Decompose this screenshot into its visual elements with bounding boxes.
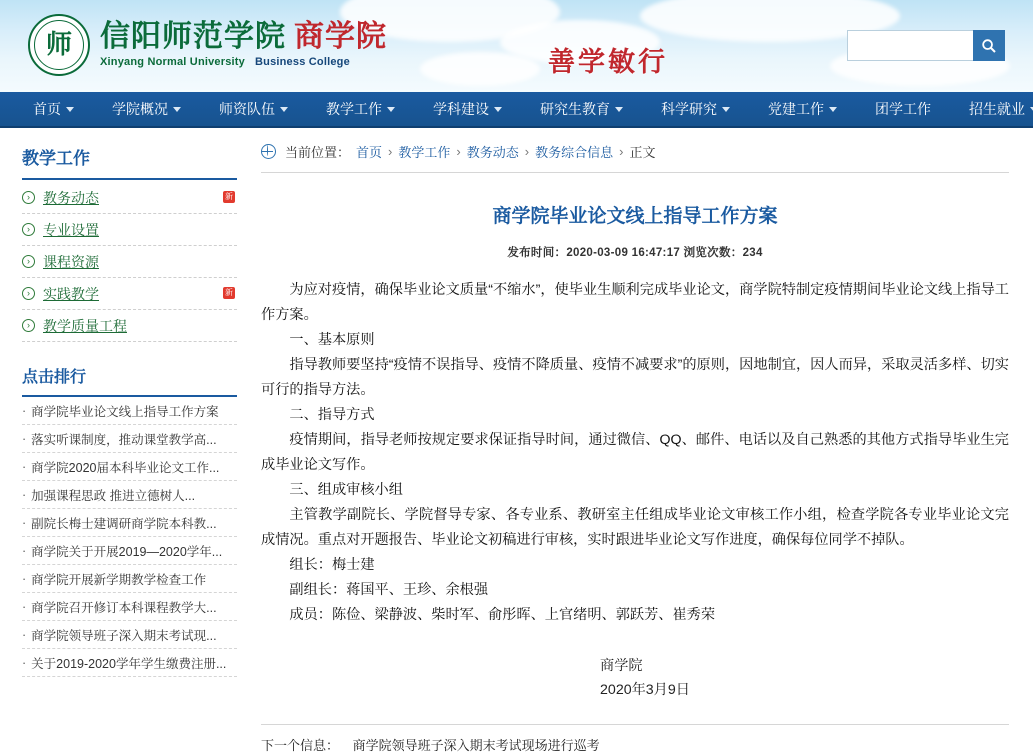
breadcrumb-prefix: 当前位置：	[285, 145, 351, 160]
list-item[interactable]	[22, 649, 237, 677]
nav-label: 团学工作	[875, 101, 931, 117]
globe-icon	[261, 144, 276, 159]
nav-label: 科学研究	[661, 101, 717, 117]
nav-label: 党建工作	[768, 101, 824, 117]
site-title-block	[100, 22, 387, 68]
bullet-icon: ·	[22, 655, 27, 670]
main-navigation	[0, 92, 1033, 128]
breadcrumb-link-0[interactable]: 首页	[356, 145, 383, 160]
article-paragraph: 组长：梅士建	[289, 557, 375, 573]
site-banner	[0, 0, 1033, 92]
breadcrumb-link-2[interactable]: 教务动态	[466, 145, 519, 160]
college-name-cn: 商学院	[294, 20, 387, 53]
sidebar-item-label: 教学质量工程	[43, 317, 127, 334]
chevron-right-icon: ›	[22, 319, 35, 332]
list-item[interactable]	[22, 509, 237, 537]
chevron-right-icon: ›	[22, 191, 35, 204]
nav-label: 教学工作	[326, 101, 382, 117]
nav-item-1[interactable]	[93, 92, 200, 126]
list-item[interactable]	[22, 453, 237, 481]
page-title: 商学院毕业论文线上指导工作方案	[492, 206, 778, 227]
chevron-right-icon: ›	[22, 255, 35, 268]
page-body	[0, 128, 1033, 753]
next-article-label: 下一个信息：	[261, 738, 340, 753]
nav-item-2[interactable]	[200, 92, 307, 126]
university-seal-icon	[28, 14, 90, 76]
chevron-right-icon: ›	[22, 287, 35, 300]
breadcrumb-separator: ›	[619, 144, 624, 159]
nav-item-0[interactable]	[14, 92, 93, 126]
sidebar-item-2[interactable]	[22, 246, 237, 278]
list-item[interactable]	[22, 481, 237, 509]
nav-label: 师资队伍	[219, 101, 275, 117]
breadcrumb-separator: ›	[388, 144, 393, 159]
chevron-down-icon	[173, 107, 181, 112]
sidebar-item-3[interactable]	[22, 278, 237, 310]
sidebar-item-label: 实践教学	[43, 285, 99, 302]
bullet-icon: ·	[22, 543, 27, 558]
article-paragraph: 二、指导方式	[289, 407, 375, 423]
chevron-down-icon	[280, 107, 288, 112]
bullet-icon: ·	[22, 487, 27, 502]
chevron-down-icon	[494, 107, 502, 112]
nav-item-6[interactable]	[642, 92, 749, 126]
chevron-down-icon	[615, 107, 623, 112]
nav-item-8[interactable]	[856, 92, 950, 126]
list-item[interactable]	[22, 537, 237, 565]
article-paragraph: 疫情期间，指导老师按规定要求保证指导时间，通过微信、QQ、邮件、电话以及自己熟悉的其他方式指导毕业生完成毕业论文写作。	[261, 432, 1009, 473]
sidebar-menu	[22, 182, 237, 342]
nav-label: 学科建设	[433, 101, 489, 117]
next-article-link[interactable]: 商学院领导班子深入期末考试现场进行巡考	[352, 738, 600, 753]
site-search[interactable]	[847, 30, 1005, 61]
breadcrumb-separator: ›	[524, 144, 530, 159]
article-paragraph: 一、基本原则	[289, 332, 375, 348]
signature-org: 商学院	[600, 658, 643, 674]
article-paragraph: 副组长：蒋国平、王珍、余根强	[289, 582, 489, 598]
sidebar-item-label: 课程资源	[43, 253, 99, 270]
click-ranking-list	[22, 397, 237, 677]
breadcrumb-link-1[interactable]: 教学工作	[398, 145, 451, 160]
article-paragraph: 成员：陈俭、梁静波、柴时军、俞彤晖、上官绪明、郭跃芳、崔秀荣	[289, 607, 716, 623]
chevron-down-icon	[66, 107, 74, 112]
school-name-cn: 信阳师范学院	[100, 20, 286, 53]
college-name-en: Business College	[255, 56, 350, 68]
bullet-icon: ·	[22, 459, 27, 474]
next-article	[261, 724, 1009, 754]
sidebar-title: 教学工作	[22, 144, 237, 180]
breadcrumb-link-3[interactable]: 教务综合信息	[535, 145, 614, 160]
main-content	[253, 128, 1033, 753]
article-paragraph: 主管教学副院长、学院督导专家、各专业系、教研室主任组成毕业论文审核工作小组，检查学院各专业毕业论文完成情况。重点对开题报告、毕业论文初稿进行审核，实时跟进毕业论文写作进度，确保每位同学不掉队。	[261, 507, 1009, 548]
bullet-icon: ·	[22, 599, 27, 614]
chevron-right-icon: ›	[22, 223, 35, 236]
site-logo[interactable]	[28, 14, 387, 76]
list-item[interactable]	[22, 565, 237, 593]
chevron-down-icon	[387, 107, 395, 112]
nav-label: 招生就业	[969, 101, 1025, 117]
list-item[interactable]	[22, 593, 237, 621]
list-item[interactable]	[22, 397, 237, 425]
list-item-label: 商学院毕业论文线上指导工作方案	[31, 404, 219, 419]
nav-label: 首页	[33, 101, 61, 117]
list-item-label: 商学院召开修订本科课程教学大...	[31, 600, 217, 615]
nav-item-7[interactable]	[749, 92, 856, 126]
chevron-down-icon	[829, 107, 837, 112]
search-icon	[981, 38, 997, 54]
nav-item-4[interactable]	[414, 92, 521, 126]
chevron-down-icon	[722, 107, 730, 112]
list-item-label: 商学院2020届本科毕业论文工作...	[31, 460, 220, 475]
sidebar-item-0[interactable]	[22, 182, 237, 214]
list-item-label: 商学院领导班子深入期末考试现...	[31, 628, 217, 643]
sidebar	[0, 128, 253, 695]
breadcrumb	[261, 142, 1009, 173]
click-ranking-title: 点击排行	[22, 364, 237, 397]
sidebar-item-label: 专业设置	[43, 221, 99, 238]
nav-label: 研究生教育	[540, 101, 610, 117]
breadcrumb-current: 正文	[629, 145, 656, 160]
bullet-icon: ·	[22, 515, 27, 530]
bullet-icon: ·	[22, 571, 27, 586]
sidebar-item-1[interactable]	[22, 214, 237, 246]
nav-item-9[interactable]	[950, 92, 1033, 126]
article-body	[261, 278, 1009, 628]
new-badge: 新	[225, 288, 233, 297]
article-paragraph: 为应对疫情，确保毕业论文质量“不缩水”，使毕业生顺利完成毕业论文，商学院特制定疫情期间毕业论文线上指导工作方案。	[261, 282, 1009, 323]
list-item-label: 副院长梅士建调研商学院本科教...	[31, 516, 217, 531]
bullet-icon: ·	[22, 431, 27, 446]
breadcrumb-separator: ›	[456, 144, 461, 159]
nav-item-3[interactable]	[307, 92, 414, 126]
seal-glyph: 师	[45, 30, 72, 59]
nav-item-5[interactable]	[521, 92, 642, 126]
list-item-label: 落实听课制度，推动课堂教学高...	[31, 432, 217, 447]
list-item-label: 加强课程思政 推进立德树人...	[31, 488, 196, 503]
search-button[interactable]	[973, 30, 1005, 61]
school-name-en: Xinyang Normal University	[100, 56, 245, 68]
list-item[interactable]	[22, 621, 237, 649]
cloud-decoration	[420, 52, 540, 86]
list-item-label: 关于2019-2020学年学生缴费注册...	[31, 656, 227, 671]
bullet-icon: ·	[22, 403, 27, 418]
list-item-label: 商学院开展新学期教学检查工作	[31, 572, 207, 587]
bullet-icon: ·	[22, 627, 27, 642]
article-paragraph: 指导教师要坚持“疫情不误指导、疫情不降质量、疫情不减要求”的原则，因地制宜，因人而异，采取灵活多样、切实可行的指导方法。	[261, 357, 1009, 398]
banner-slogan: 善学敏行	[548, 47, 668, 77]
new-badge: 新	[225, 192, 233, 201]
signature-date: 2020年3月9日	[600, 682, 690, 698]
sidebar-item-label: 教务动态	[43, 189, 99, 206]
sidebar-item-4[interactable]	[22, 310, 237, 342]
list-item[interactable]	[22, 425, 237, 453]
article-paragraph: 三、组成审核小组	[289, 482, 403, 498]
search-input[interactable]	[847, 30, 973, 61]
nav-label: 学院概况	[112, 101, 168, 117]
article-meta: 发布时间：2020-03-09 16:47:17 浏览次数：234	[507, 247, 763, 259]
list-item-label: 商学院关于开展2019—2020学年...	[31, 544, 223, 559]
